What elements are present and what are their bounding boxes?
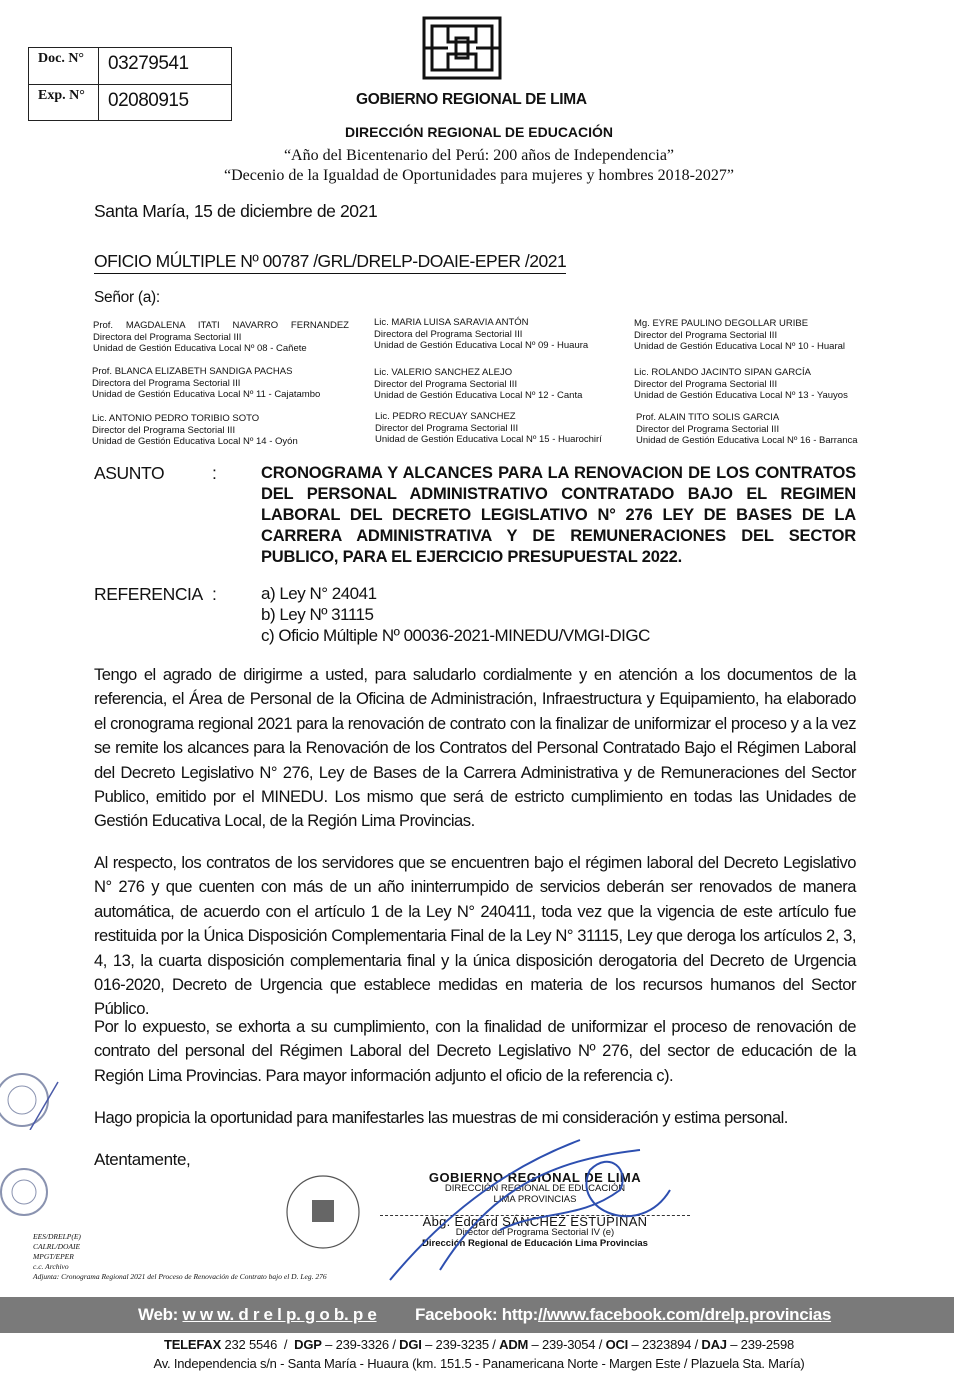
phone-key: TELEFAX	[163, 1337, 222, 1352]
doc-number-box	[28, 47, 232, 121]
facebook-label: Facebook:	[415, 1305, 498, 1324]
phone-value: 232 5546 /	[221, 1337, 295, 1352]
addressee	[93, 320, 349, 355]
addressee-role: Director del Programa Sectorial III	[634, 329, 778, 341]
addressee-role: Director del Programa Sectorial III	[374, 378, 518, 390]
addressee-name: Lic. VALERIO SANCHEZ ALEJO	[374, 367, 513, 378]
addressee-unit: Unidad de Gestión Educativa Local Nº 10 - Huaral	[634, 341, 846, 352]
phone-value: – 239-3326 /	[321, 1337, 400, 1352]
addressee-role: Directora del Programa Sectorial III	[374, 328, 523, 340]
reference-item: b) Ley Nº 31115	[261, 605, 374, 624]
addressee-name: Lic. PEDRO RECUAY SANCHEZ	[375, 411, 516, 422]
exp-label: Exp. N°	[29, 85, 99, 121]
motto-2: “Decenio de la Igualdad de Oportunidades para mujeres y hombres 2018-2027”	[223, 167, 735, 184]
phone-key: DGI	[399, 1337, 422, 1352]
official-seal-icon	[268, 1172, 378, 1252]
addressee	[92, 366, 320, 401]
addressee-unit: Unidad de Gestión Educativa Local Nº 12 - Canta	[374, 390, 583, 401]
address-line: Av. Independencia s/n - Santa María - Huaura (km. 151.5 - Panamericana Norte - Margen Este / Plazuela Sta. María)	[153, 1356, 805, 1371]
initials-line: CALRL/DOAIE	[33, 1242, 81, 1251]
addressee-role: Directora del Programa Sectorial III	[93, 331, 242, 343]
addressee-unit: Unidad de Gestión Educativa Local Nº 15 - Huarochirí	[375, 434, 602, 445]
body-paragraph: Hago propicia la oportunidad para manifestarles las muestras de mi consideración y estima personal.	[94, 1108, 788, 1127]
side-seal-icon	[0, 1165, 55, 1220]
addressee-name: Prof. ALAIN TITO SOLIS GARCIA	[636, 412, 780, 423]
phone-value: – 239-3235 /	[421, 1337, 500, 1352]
asunto-colon: :	[212, 463, 217, 483]
addressee-role: Director del Programa Sectorial III	[636, 423, 780, 435]
doc-value: 03279541	[108, 53, 189, 74]
phone-key: ADM	[499, 1337, 529, 1352]
addressee	[92, 413, 298, 448]
addressee-unit: Unidad de Gestión Educativa Local Nº 08 - Cañete	[93, 343, 307, 354]
initials-line: Adjunta: Cronograma Regional 2021 del Proceso de Renovación de Contrato bajo el D. Leg. 276	[33, 1272, 327, 1281]
body-paragraph: Por lo expuesto, se exhorta a su cumplimiento, con la finalidad de uniformizar el proceso de renovación de contrato del personal del Régimen Laboral del Decreto Legislativo Nº 276, del sector de educación de la Región Lima Provincias. Para mayor información adjunto el oficio de la referencia c).	[94, 1017, 856, 1085]
addressee-role: Director del Programa Sectorial III	[634, 378, 778, 390]
addressee-role: Directora del Programa Sectorial III	[92, 377, 241, 389]
addressee	[634, 318, 845, 353]
addressee-unit: Unidad de Gestión Educativa Local Nº 11 - Cajatambo	[92, 389, 321, 400]
signatory-office: Dirección Regional de Educación Lima Provincias	[422, 1238, 648, 1249]
date: Santa María, 15 de diciembre de 2021	[94, 201, 378, 221]
direction-name: DIRECCIÓN REGIONAL DE EDUCACIÓN	[344, 124, 614, 140]
addressee	[634, 367, 848, 402]
addressee-role: Director del Programa Sectorial III	[92, 424, 236, 436]
side-seal-icon	[0, 1060, 60, 1130]
signatory-role: Director del Programa Sectorial IV (e)	[455, 1227, 615, 1238]
signatory-name: Abg. Edgard SÁNCHEZ ESTUPIÑAN	[380, 1215, 690, 1227]
facebook-link[interactable]	[415, 1305, 831, 1325]
body-paragraph: Al respecto, los contratos de los servidores que se encuentren bajo el régimen laboral del Decreto Legislativo N° 276 y que cuenten con más de un año ininterrumpido de servicios deberán ser renovados de manera automática, de acuerdo con el artículo 1 de la Ley N° 240411, toda vez que la vigencia de este artículo fue restituida por la Única Disposición Complementaria Final de la Ley N° 31115, Ley que deroga los artículos 2, 3, 4, 13, la cuarta disposición complementaria final y la única disposición derogatoria del Decreto de Urgencia 016-2020, Decreto de Urgencia que establece medidas en materia de los recursos humanos del Sector Público.	[94, 853, 856, 1019]
addressee	[375, 411, 602, 446]
initials-line: EES/DRELP(E)	[33, 1232, 81, 1241]
addressee	[374, 367, 582, 402]
addressee-unit: Unidad de Gestión Educativa Local Nº 16 - Barranca	[636, 435, 858, 446]
phone-value: – 2323894 /	[628, 1337, 702, 1352]
exp-value: 02080915	[108, 90, 189, 111]
web-url[interactable]: w w w. d r e l p. g o b. p e	[182, 1305, 377, 1324]
phone-key: OCI	[605, 1337, 629, 1352]
phone-value: – 239-3054 /	[528, 1337, 606, 1352]
motto-1: “Año del Bicentenario del Perú: 200 años de Independencia”	[283, 147, 675, 164]
phone-line	[0, 1337, 958, 1352]
oficio-number: OFICIO MÚLTIPLE Nº 00787 /GRL/DRELP-DOAIE-EPER /2021	[94, 251, 566, 274]
institution-name: GOBIERNO REGIONAL DE LIMA	[356, 91, 587, 108]
web-label: Web:	[138, 1305, 179, 1324]
reference-item: a) Ley N° 24041	[261, 584, 377, 603]
addressee	[374, 317, 588, 352]
facebook-prefix: http:	[501, 1305, 539, 1324]
web-link[interactable]	[138, 1305, 377, 1325]
addressee-name: Prof. BLANCA ELIZABETH SANDIGA PACHAS	[92, 366, 293, 377]
initials-line: c.c. Archivo	[33, 1262, 69, 1271]
facebook-url[interactable]: //www.facebook.com/drelp.provincias	[538, 1305, 832, 1324]
closing: Atentamente,	[94, 1150, 191, 1169]
addressee-unit: Unidad de Gestión Educativa Local Nº 14 - Oyón	[92, 436, 298, 447]
stamp-line-3: LIMA PROVINCIAS	[493, 1194, 577, 1205]
stamp-line-2: DIRECCIÓN REGIONAL DE EDUCACIÓN	[444, 1183, 626, 1194]
regional-government-logo-icon	[422, 16, 502, 80]
addressee	[636, 412, 858, 447]
footer-bar	[0, 1297, 954, 1333]
asunto-label: ASUNTO	[94, 463, 165, 483]
addressee-name: Lic. ROLANDO JACINTO SIPAN GARCÍA	[634, 367, 812, 378]
phone-key: DGP	[294, 1337, 322, 1352]
addressee-unit: Unidad de Gestión Educativa Local Nº 09 - Huaura	[374, 340, 589, 351]
addressee-name: Prof. MAGDALENA ITATI NAVARRO FERNANDEZ	[93, 320, 349, 331]
initials-line: MPGT/EPER	[33, 1252, 74, 1261]
addressee-unit: Unidad de Gestión Educativa Local Nº 13 - Yauyos	[634, 390, 848, 401]
asunto-text: CRONOGRAMA Y ALCANCES PARA LA RENOVACION DE LOS CONTRATOS DEL PERSONAL ADMINISTRATIVO CONTRATADO BAJO EL REGIMEN LABORAL DEL DECRETO LEGISLATIVO N° 276 LEY DE BASES DE LA CARRERA ADMINISTRATIVA Y DE REMUNERACIONES DEL SECTOR PUBLICO, PARA EL EJERCICIO PRESUPUESTAL 2022.	[261, 464, 856, 566]
referencia-colon: :	[212, 584, 217, 604]
addressee-name: Mg. EYRE PAULINO DEGOLLAR URIBE	[634, 318, 809, 329]
phone-value: – 239-2598	[726, 1337, 795, 1352]
salutation: Señor (a):	[94, 289, 160, 306]
phone-key: DAJ	[701, 1337, 727, 1352]
doc-label: Doc. N°	[29, 48, 99, 84]
body-paragraph: Tengo el agrado de dirigirme a usted, para saludarlo cordialmente y en atención a los documentos de la referencia, el Área de Personal de la Oficina de Administración, Infraestructura y Equipamiento, ha elaborado el cronograma regional 2021 para la renovación de contrato con la finalizar de uniformizar el proceso y a la vez se remite los alcances para la Renovación de los Contratos del Personal Contratado Bajo el Régimen Laboral del Decreto Legislativo N° 276, Ley de Bases de la Carrera Administrativa y de Remuneraciones del Sector Publico, emitido por el MINEDU. Los mismo que será de estricto cumplimiento en todas las Unidades de Gestión Educativa Local, de la Región Lima Provincias.	[94, 665, 856, 831]
addressee-name: Lic. ANTONIO PEDRO TORIBIO SOTO	[92, 413, 260, 424]
addressee-name: Lic. MARIA LUISA SARAVIA ANTÓN	[374, 317, 529, 328]
referencia-label: REFERENCIA	[94, 584, 203, 604]
reference-item: c) Oficio Múltiple Nº 00036-2021-MINEDU/VMGI-DIGC	[261, 626, 650, 645]
handwritten-signature-icon	[380, 1130, 680, 1290]
stamp-line-1: GOBIERNO REGIONAL DE LIMA	[428, 1170, 642, 1185]
addressee-role: Director del Programa Sectorial III	[375, 422, 519, 434]
